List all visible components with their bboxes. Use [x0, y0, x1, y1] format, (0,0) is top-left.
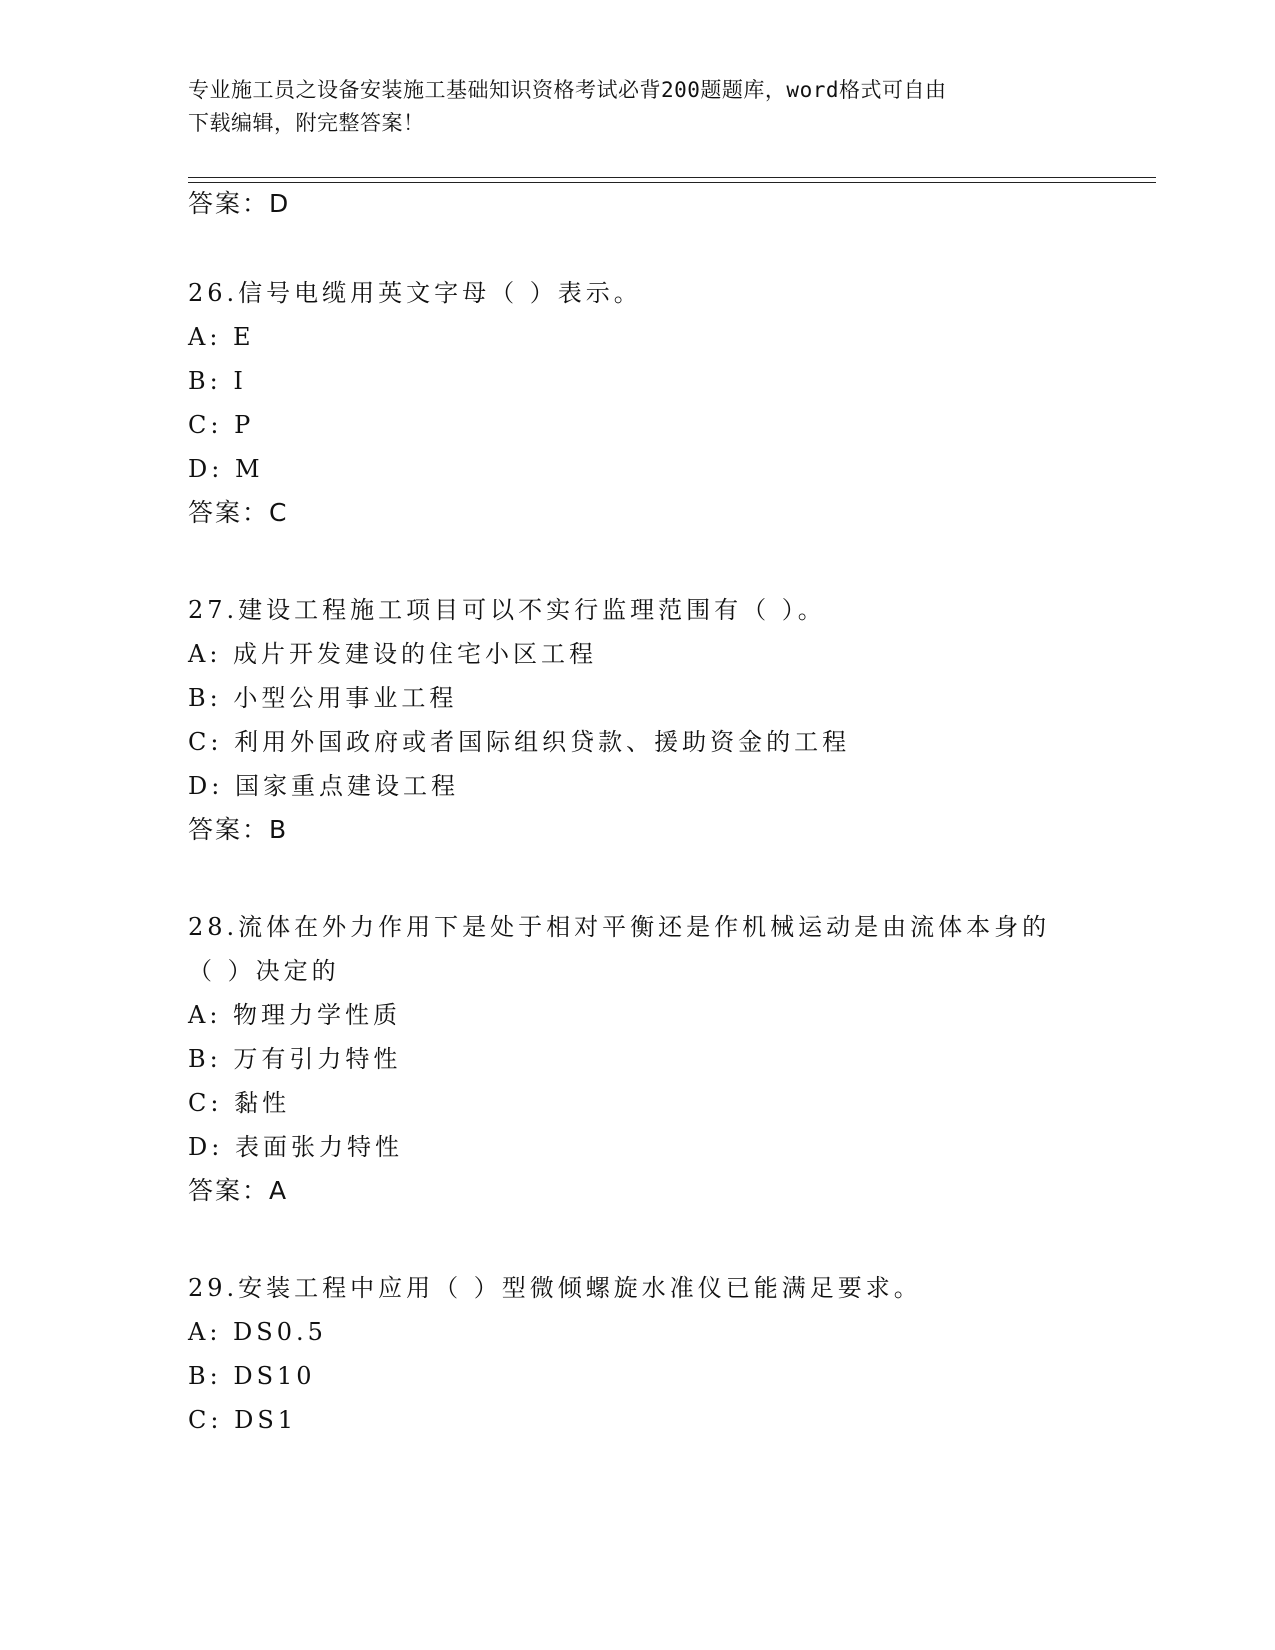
- option-line: A: E: [188, 323, 255, 351]
- question-stem: 26.信号电缆用英文字母（ ）表示。: [188, 279, 642, 307]
- option-line: A: 成片开发建设的住宅小区工程: [188, 640, 598, 668]
- header-divider-bottom: [188, 182, 1156, 183]
- option-line: C: P: [188, 411, 255, 439]
- header-title-line-2: 下载编辑，附完整答案！: [188, 111, 425, 135]
- option-line: B: I: [188, 367, 247, 395]
- option-line: A: DS0.5: [188, 1318, 327, 1346]
- option-line: A: 物理力学性质: [188, 1001, 402, 1029]
- answer-line: 答案：C: [188, 498, 289, 527]
- question-stem: 28.流体在外力作用下是处于相对平衡还是作机械运动是由流体本身的: [188, 913, 1051, 941]
- option-line: C: 利用外国政府或者国际组织贷款、援助资金的工程: [188, 728, 851, 756]
- header-title-line-1: 专业施工员之设备安装施工基础知识资格考试必背200题题库，word格式可自由: [188, 78, 947, 102]
- option-line: C: DS1: [188, 1406, 298, 1434]
- question-stem-continued: （ ）决定的: [188, 957, 340, 985]
- option-line: C: 黏性: [188, 1089, 291, 1117]
- answer-line: 答案：A: [188, 1176, 289, 1205]
- option-line: D: 国家重点建设工程: [188, 772, 459, 800]
- option-line: B: 万有引力特性: [188, 1045, 402, 1073]
- option-line: B: 小型公用事业工程: [188, 684, 458, 712]
- option-line: D: 表面张力特性: [188, 1133, 403, 1161]
- answer-line: 答案：B: [188, 815, 289, 844]
- question-stem: 27.建设工程施工项目可以不实行监理范围有（ ）。: [188, 596, 826, 624]
- answer-line: 答案：D: [188, 189, 291, 218]
- option-line: D: M: [188, 455, 264, 483]
- option-line: B: DS10: [188, 1362, 316, 1390]
- header-divider-top: [188, 177, 1156, 178]
- document-header: [188, 74, 1088, 140]
- question-stem: 29.安装工程中应用（ ）型微倾螺旋水准仪已能满足要求。: [188, 1274, 922, 1302]
